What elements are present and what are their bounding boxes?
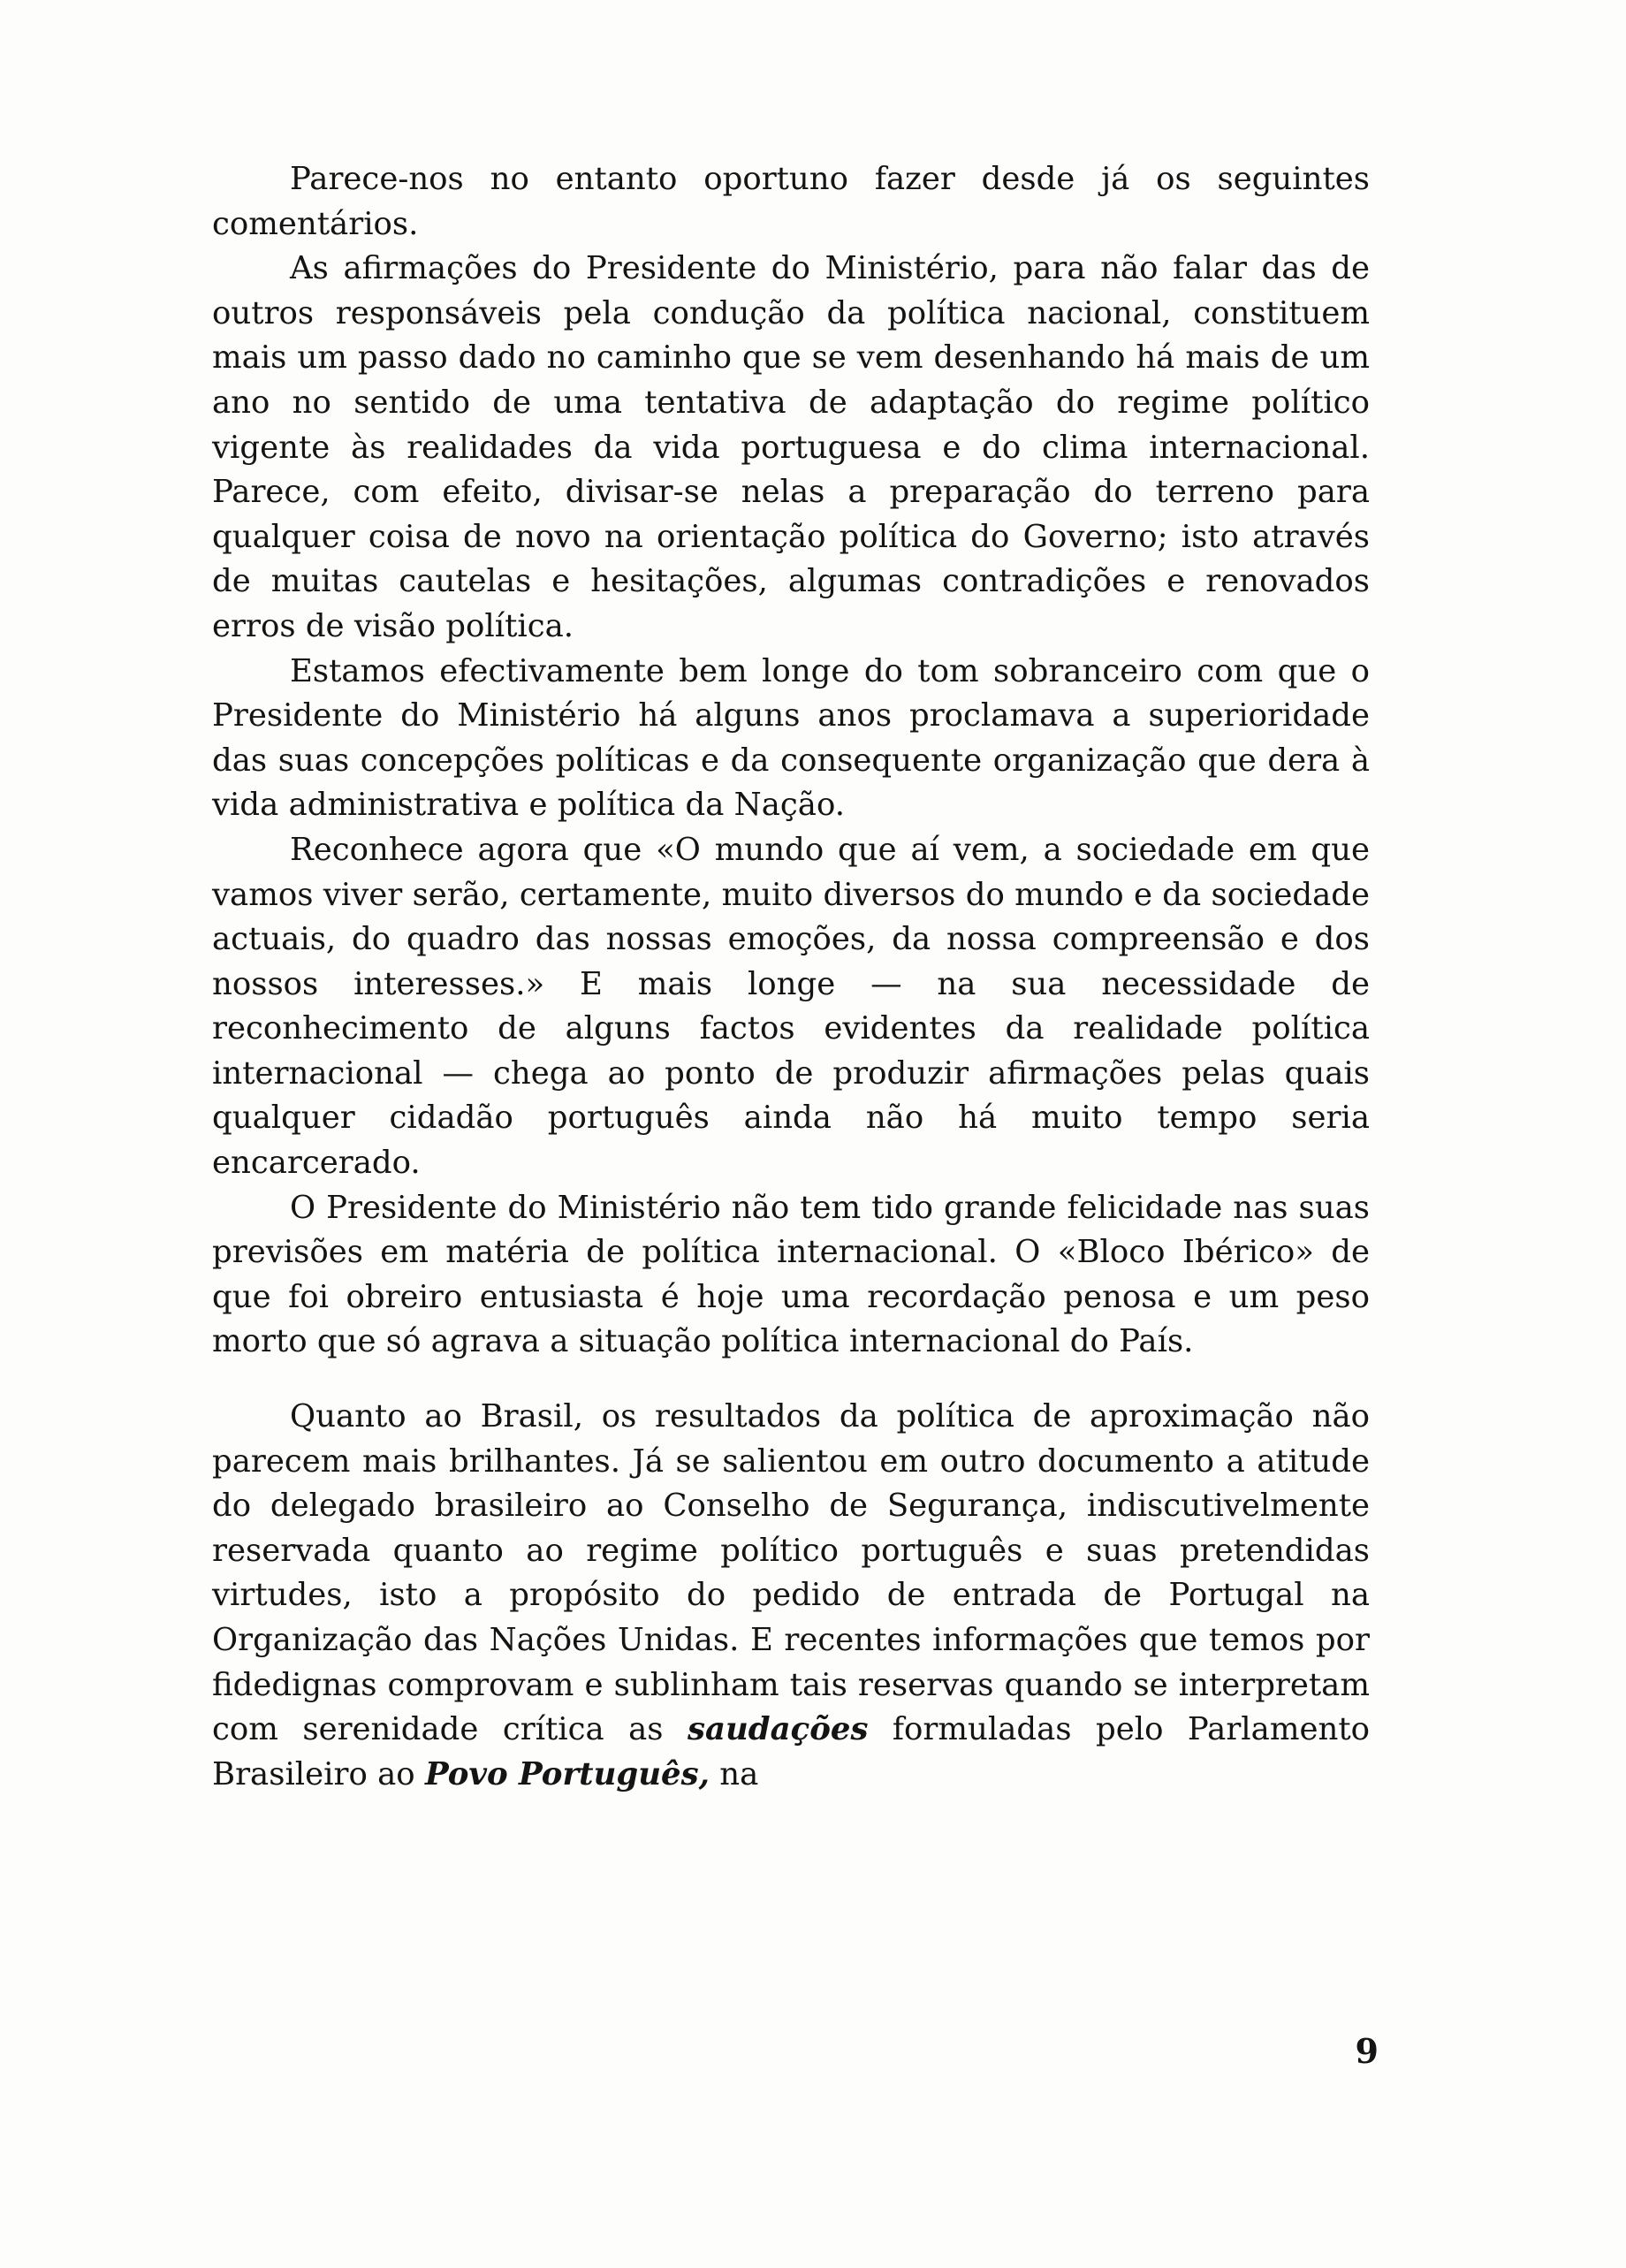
body-text (212, 157, 1370, 1797)
paragraph-statements: As afirmações do Presidente do Ministério, para não falar das de outros responsáveis pela condução da política nacional, constituem mais um passo dado no caminho que se vem desenhando há mais de um ano no sentido de uma tentativa de adaptação do regime político vigente às realidades da vida portuguesa e do clima internacional. Parece, com efeito, divisar-se nelas a preparação do terreno para qualquer coisa de novo na orientação política do Governo; isto através de muitas cautelas e hesitações, algumas contradições e renovados erros de visão política. (212, 250, 1370, 644)
emphasis-povo-portugues: Povo Português, (424, 1755, 710, 1792)
page-number: 9 (1355, 2031, 1379, 2071)
paragraph-brazil-part-1: Quanto ao Brasil, os resultados da política de aproximação não parecem mais brilhantes. Já se salientou em outro documento a atitude do delegado brasileiro ao Conselho de Segurança, indiscutivelmente reservada quanto ao regime político português e suas pretendidas virtudes, isto a propósito do pedido de entrada de Portugal na Organização das Nações Unidas. E recentes informações que temos por fidedignas comprovam e sublinham tais reservas quando se interpretam com serenidade crítica as (212, 1398, 1370, 1748)
paragraph-brazil-part-2: formuladas pelo Parlamento Brasileiro ao (212, 1711, 1370, 1792)
paragraph-iberian-bloc: O Presidente do Ministério não tem tido grande felicidade nas suas previsões em matéria de política internacional. O «Bloco Ibérico» de que foi obreiro entusiasta é hoje uma recordação penosa e um peso morto que só agrava a situação política internacional do País. (212, 1189, 1370, 1360)
paragraph-intro: Parece-nos no entanto oportuno fazer desde já os seguintes comentários. (212, 161, 1370, 242)
paragraph-brazil-part-3: na (709, 1755, 759, 1792)
emphasis-saudacoes: saudações (687, 1711, 869, 1748)
paragraph-brazil (212, 1395, 1370, 1797)
paragraph-recognition: Reconhece agora que «O mundo que aí vem, a sociedade em que vamos viver serão, certamente, muito diversos do mundo e da sociedade actuais, do quadro das nossas emoções, da nossa compreensão e dos nossos interesses.» E mais longe — na sua necessidade de reconhecimento de alguns factos evidentes da realidade política internacional — chega ao ponto de produzir afirmações pelas quais qualquer cidadão português ainda não há muito tempo seria encarcerado. (212, 831, 1370, 1182)
paragraph-tone: Estamos efectivamente bem longe do tom sobranceiro com que o Presidente do Ministério há alguns anos proclamava a superioridade das suas concepções políticas e da consequente organização que dera à vida administrativa e política da Nação. (212, 652, 1370, 824)
